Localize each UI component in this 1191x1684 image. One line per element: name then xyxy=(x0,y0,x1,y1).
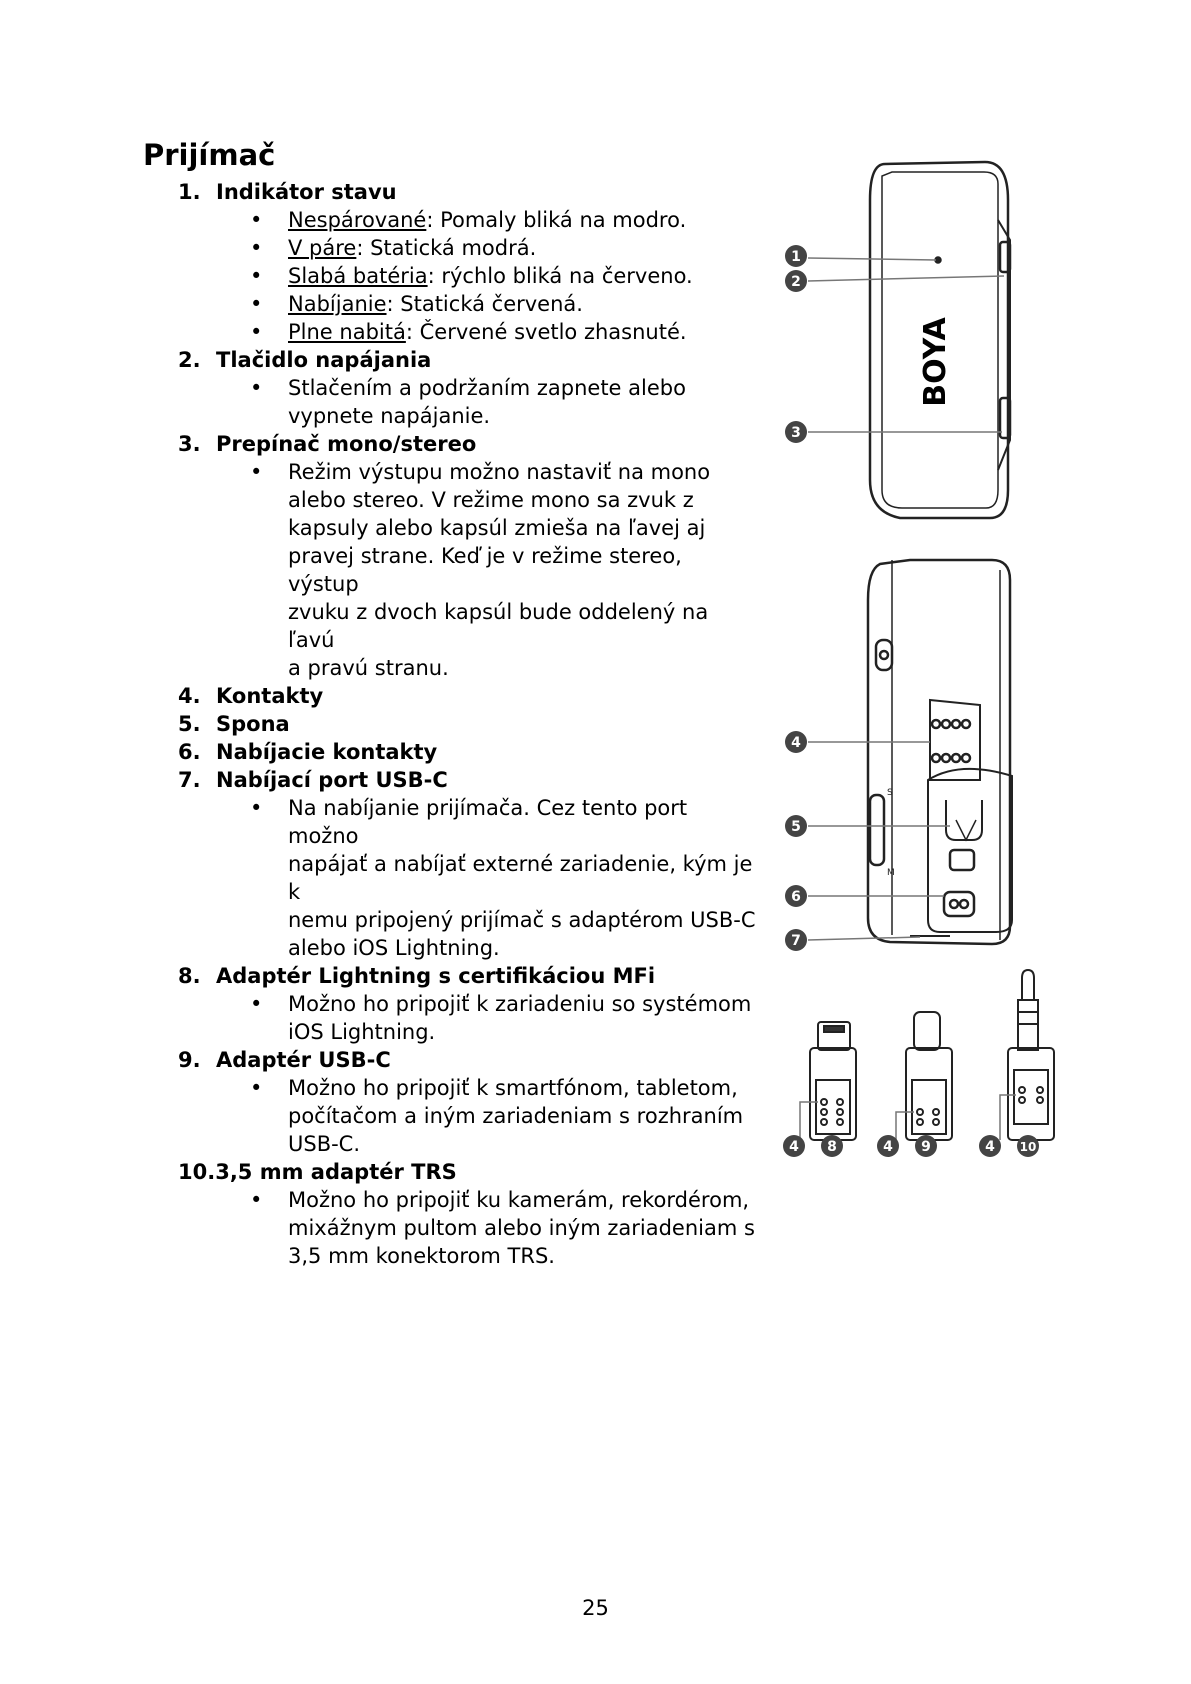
svg-text:8: 8 xyxy=(827,1139,837,1155)
bullet-dot-icon: • xyxy=(250,992,263,1016)
bullet-dot-icon: • xyxy=(250,1188,263,1212)
bullet-dot-icon: • xyxy=(250,208,263,232)
callout-2 xyxy=(785,270,1004,292)
bullet-dot-icon: • xyxy=(250,320,263,344)
bullet-text-line: počítačom a iným zariadeniam s rozhraním xyxy=(288,1104,744,1128)
status-term: Slabá batéria xyxy=(288,264,428,288)
list-item xyxy=(178,430,758,682)
bullet-dot-icon: • xyxy=(250,460,263,484)
page-number: 25 xyxy=(582,1596,609,1620)
item-number: 1. xyxy=(178,180,201,204)
callout-4 xyxy=(785,731,930,753)
bullet-text-line: pravej strane. Keď je v režime stereo, výstup xyxy=(288,544,682,596)
bullet-list xyxy=(178,1186,758,1270)
item-heading-text: Kontakty xyxy=(216,684,324,708)
item-heading xyxy=(178,1158,758,1186)
item-number: 8. xyxy=(178,964,201,988)
item-heading-text: Nabíjací port USB-C xyxy=(216,768,448,792)
bullet-item xyxy=(178,206,758,234)
item-heading xyxy=(178,346,758,374)
callout-7 xyxy=(785,929,920,951)
item-heading-text: Adaptér Lightning s certifikáciou MFi xyxy=(216,964,656,988)
bullet-item xyxy=(178,262,758,290)
item-heading xyxy=(178,682,758,710)
item-heading-text: Spona xyxy=(216,712,290,736)
list-item xyxy=(178,710,758,738)
item-heading xyxy=(178,710,758,738)
bullet-text-line: mixážnym pultom alebo iným zariadeniam s xyxy=(288,1216,755,1240)
brand-logo: BOYA xyxy=(918,317,953,407)
bullet-text-line: alebo stereo. V režime mono sa zvuk z xyxy=(288,488,694,512)
bullet-item xyxy=(178,234,758,262)
bullet-item xyxy=(178,374,758,430)
list-item xyxy=(178,766,758,962)
bullet-item xyxy=(178,318,758,346)
item-number: 10. xyxy=(178,1160,216,1184)
item-heading-text: Indikátor stavu xyxy=(216,180,397,204)
svg-text:3: 3 xyxy=(791,425,801,441)
status-description: : Pomaly bliká na modro. xyxy=(426,208,687,232)
status-term: Plne nabitá xyxy=(288,320,406,344)
bullet-text-line: Stlačením a podržaním zapnete alebo xyxy=(288,376,686,400)
item-heading xyxy=(178,178,758,206)
item-number: 9. xyxy=(178,1048,201,1072)
item-number: 6. xyxy=(178,740,201,764)
svg-text:2: 2 xyxy=(791,274,801,290)
svg-text:5: 5 xyxy=(791,819,801,835)
bullet-text-line: napájať a nabíjať externé zariadenie, kým je k xyxy=(288,852,753,904)
bullet-text-line: Možno ho pripojiť ku kamerám, rekordérom, xyxy=(288,1188,750,1212)
bullet-dot-icon: • xyxy=(250,292,263,316)
list-item xyxy=(178,346,758,430)
item-heading xyxy=(178,430,758,458)
status-description: : Statická červená. xyxy=(386,292,583,316)
svg-text:4: 4 xyxy=(791,735,801,751)
callout-3 xyxy=(785,421,1002,443)
bullet-text-line: 3,5 mm konektorom TRS. xyxy=(288,1244,555,1268)
bullet-item xyxy=(178,1074,758,1158)
bullet-text-line: iOS Lightning. xyxy=(288,1020,436,1044)
switch-label-s: S xyxy=(887,788,893,798)
item-heading-text: Nabíjacie kontakty xyxy=(216,740,438,764)
bullet-item xyxy=(178,458,758,682)
item-heading xyxy=(178,766,758,794)
status-description: : rýchlo bliká na červeno. xyxy=(427,264,693,288)
bullet-text-line: USB-C. xyxy=(288,1132,361,1156)
bullet-text-line: a pravú stranu. xyxy=(288,656,449,680)
bullet-item xyxy=(178,990,758,1046)
receiver-back-view xyxy=(868,560,1012,944)
bullet-text-line: kapsuly alebo kapsúl zmieša na ľavej aj xyxy=(288,516,706,540)
callout-6 xyxy=(785,885,944,907)
callout-1 xyxy=(785,245,936,267)
bullet-dot-icon: • xyxy=(250,796,263,820)
item-list xyxy=(178,178,758,1270)
item-heading-text: 3,5 mm adaptér TRS xyxy=(215,1160,457,1184)
list-item xyxy=(178,178,758,346)
item-heading-text: Prepínač mono/stereo xyxy=(216,432,477,456)
item-number: 4. xyxy=(178,684,201,708)
bullet-dot-icon: • xyxy=(250,236,263,260)
svg-text:4: 4 xyxy=(789,1139,799,1155)
bullet-text-line: Možno ho pripojiť k smartfónom, tabletom, xyxy=(288,1076,738,1100)
status-term: Nespárované xyxy=(288,208,427,232)
list-item xyxy=(178,1158,758,1270)
bullet-text-line: Režim výstupu možno nastaviť na mono xyxy=(288,460,711,484)
item-heading-text: Tlačidlo napájania xyxy=(216,348,432,372)
bullet-list xyxy=(178,458,758,682)
bullet-dot-icon: • xyxy=(250,376,263,400)
item-number: 2. xyxy=(178,348,201,372)
lightning-adapter xyxy=(800,1022,856,1140)
status-term: Nabíjanie xyxy=(288,292,387,316)
svg-text:1: 1 xyxy=(791,249,801,265)
item-heading-text: Adaptér USB-C xyxy=(216,1048,391,1072)
bullet-item xyxy=(178,290,758,318)
bullet-text-line: nemu pripojený prijímač s adaptérom USB-C xyxy=(288,908,756,932)
bullet-text-line: zvuku z dvoch kapsúl bude oddelený na ľavú xyxy=(288,600,709,652)
bullet-list xyxy=(178,206,758,346)
svg-text:6: 6 xyxy=(791,889,801,905)
item-number: 7. xyxy=(178,768,201,792)
receiver-illustration xyxy=(760,140,1080,1160)
list-item xyxy=(178,962,758,1046)
bullet-text-line: alebo iOS Lightning. xyxy=(288,936,500,960)
bullet-list xyxy=(178,794,758,962)
status-description: : Červené svetlo zhasnuté. xyxy=(405,320,687,344)
bullet-dot-icon: • xyxy=(250,264,263,288)
page-title: Prijímač xyxy=(143,138,276,172)
svg-text:4: 4 xyxy=(985,1139,995,1155)
bullet-text-line: vypnete napájanie. xyxy=(288,404,491,428)
svg-text:4: 4 xyxy=(883,1139,893,1155)
bullet-dot-icon: • xyxy=(250,1076,263,1100)
item-heading xyxy=(178,962,758,990)
svg-text:10: 10 xyxy=(1019,1140,1037,1154)
bullet-item xyxy=(178,794,758,962)
trs-adapter xyxy=(1000,970,1054,1140)
item-heading xyxy=(178,738,758,766)
item-number: 3. xyxy=(178,432,201,456)
list-item xyxy=(178,1046,758,1158)
bullet-list xyxy=(178,374,758,430)
bullet-text-line: Na nabíjanie prijímača. Cez tento port možno xyxy=(288,796,688,848)
switch-label-m: M xyxy=(887,868,895,878)
item-number: 5. xyxy=(178,712,201,736)
bullet-item xyxy=(178,1186,758,1270)
bullet-list xyxy=(178,1074,758,1158)
usb-c-adapter xyxy=(896,1012,952,1140)
item-heading xyxy=(178,1046,758,1074)
bullet-list xyxy=(178,990,758,1046)
bullet-text-line: Možno ho pripojiť k zariadeniu so systémom xyxy=(288,992,752,1016)
status-term: V páre xyxy=(288,236,357,260)
list-item xyxy=(178,682,758,710)
status-description: : Statická modrá. xyxy=(356,236,537,260)
svg-text:7: 7 xyxy=(791,933,801,949)
list-item xyxy=(178,738,758,766)
svg-text:9: 9 xyxy=(921,1139,931,1155)
